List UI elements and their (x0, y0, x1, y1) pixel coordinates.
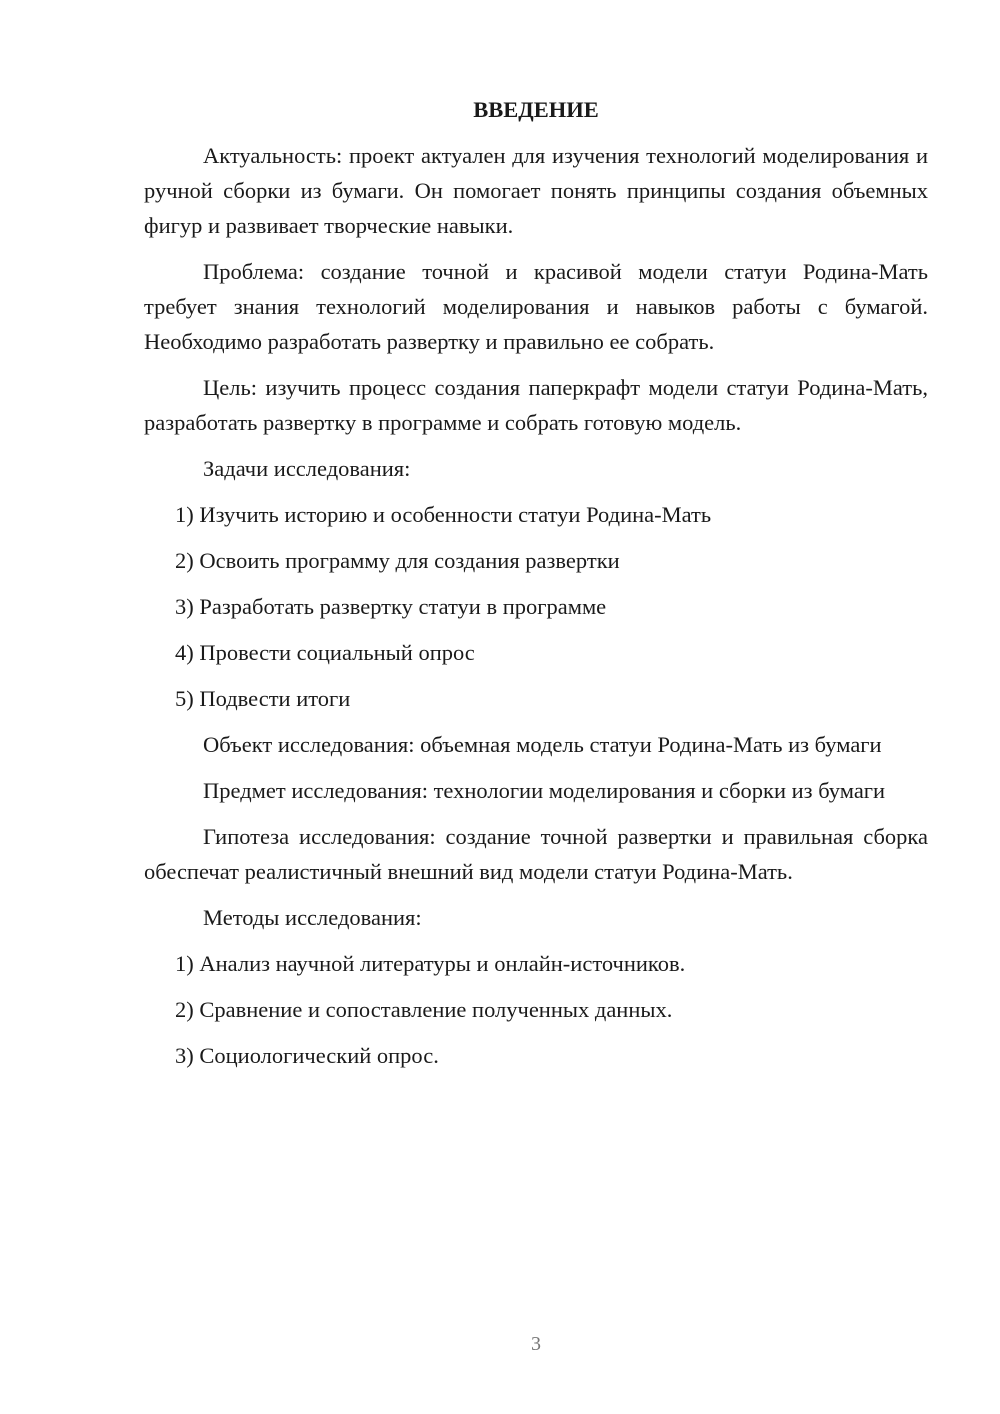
list-item: 1) Изучить историю и особенности статуи Родина-Мать (175, 502, 712, 527)
list-item: 3) Социологический опрос. (175, 1043, 439, 1068)
list-item: 3) Разработать развертку статуи в программе (175, 594, 607, 619)
document-page (144, 92, 928, 1084)
hypothesis-paragraph: Гипотеза исследования: создание точной развертки и правильная сборка обеспечат реалистичный внешний вид модели статуи Родина-Мать. (144, 824, 928, 884)
goal-paragraph: Цель: изучить процесс создания паперкрафт модели статуи Родина-Мать, разработать развертку в программе и собрать готовую модель. (144, 375, 928, 435)
list-item: 4) Провести социальный опрос (175, 640, 475, 665)
section-title: ВВЕДЕНИЕ (473, 97, 599, 122)
page-number: 3 (531, 1333, 541, 1355)
methods-heading: Методы исследования: (203, 905, 422, 930)
object-paragraph: Объект исследования: объемная модель статуи Родина-Мать из бумаги (203, 732, 882, 757)
problem-paragraph: Проблема: создание точной и красивой модели статуи Родина-Мать требует знания технологий моделирования и навыков работы с бумагой. Необходимо разработать развертку и правильно ее собрать. (144, 259, 928, 354)
list-item: 2) Сравнение и сопоставление полученных данных. (175, 997, 673, 1022)
relevance-paragraph: Актуальность: проект актуален для изучения технологий моделирования и ручной сборки из бумаги. Он помогает понять принципы создания объемных фигур и развивает творческие навыки. (144, 143, 928, 238)
list-item: 5) Подвести итоги (175, 686, 351, 711)
subject-paragraph: Предмет исследования: технологии моделирования и сборки из бумаги (203, 778, 886, 803)
list-item: 2) Освоить программу для создания развертки (175, 548, 620, 573)
tasks-list (144, 497, 928, 716)
methods-list (144, 946, 928, 1073)
tasks-heading: Задачи исследования: (203, 456, 411, 481)
list-item: 1) Анализ научной литературы и онлайн-источников. (175, 951, 686, 976)
